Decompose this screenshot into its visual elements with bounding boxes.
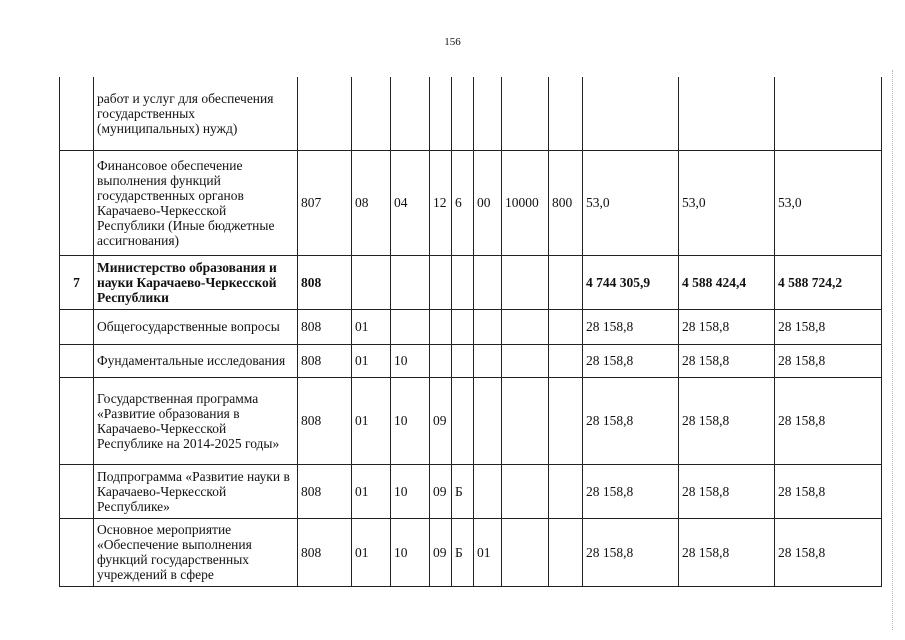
vr-code [549,518,583,586]
ved-code: 807 [298,150,352,255]
cs-direction [502,464,549,518]
cs-subprogram [452,344,474,377]
row-index [60,309,94,344]
rz-code [352,255,391,309]
cs-subprogram [452,255,474,309]
cs-measure [474,309,502,344]
ved-code: 808 [298,344,352,377]
pr-code [391,255,430,309]
cs-program [430,309,452,344]
amount-year-1: 28 158,8 [583,309,679,344]
cs-subprogram [452,309,474,344]
ved-code: 808 [298,518,352,586]
cs-measure [474,77,502,150]
amount-year-2: 28 158,8 [679,464,775,518]
amount-year-2: 28 158,8 [679,344,775,377]
scan-margin-marks [892,70,894,630]
pr-code [391,77,430,150]
row-index [60,77,94,150]
amount-year-3: 53,0 [775,150,882,255]
cs-subprogram: Б [452,518,474,586]
pr-code: 10 [391,377,430,464]
amount-year-1: 53,0 [583,150,679,255]
pr-code: 10 [391,464,430,518]
amount-year-3: 4 588 724,2 [775,255,882,309]
pr-code: 10 [391,344,430,377]
amount-year-3: 28 158,8 [775,377,882,464]
cs-direction: 10000 [502,150,549,255]
pr-code: 10 [391,518,430,586]
amount-year-1 [583,77,679,150]
cs-program: 12 [430,150,452,255]
rz-code: 01 [352,464,391,518]
row-index: 7 [60,255,94,309]
vr-code [549,464,583,518]
budget-table [59,77,882,587]
amount-year-3: 28 158,8 [775,518,882,586]
amount-year-1: 28 158,8 [583,518,679,586]
row-name: Фундаментальные исследования [94,344,298,377]
amount-year-2: 28 158,8 [679,377,775,464]
cs-direction [502,518,549,586]
cs-measure [474,377,502,464]
cs-measure: 00 [474,150,502,255]
table-row [60,464,882,518]
ved-code: 808 [298,377,352,464]
cs-direction [502,255,549,309]
table-row [60,344,882,377]
amount-year-3: 28 158,8 [775,309,882,344]
row-name: работ и услуг для обеспечения государственных (муниципальных) нужд) [94,77,298,150]
row-index [60,150,94,255]
cs-measure: 01 [474,518,502,586]
ved-code: 808 [298,255,352,309]
rz-code: 08 [352,150,391,255]
cs-program: 09 [430,377,452,464]
amount-year-3: 28 158,8 [775,464,882,518]
table-row [60,150,882,255]
row-name: Основное мероприятие «Обеспечение выполнения функций государственных учреждений в сфере [94,518,298,586]
table-row [60,377,882,464]
row-name: Подпрограмма «Развитие науки в Карачаево-Черкесской Республике» [94,464,298,518]
amount-year-1: 4 744 305,9 [583,255,679,309]
cs-subprogram [452,377,474,464]
cs-subprogram: Б [452,464,474,518]
amount-year-3: 28 158,8 [775,344,882,377]
amount-year-2: 4 588 424,4 [679,255,775,309]
rz-code: 01 [352,344,391,377]
amount-year-2 [679,77,775,150]
rz-code: 01 [352,518,391,586]
pr-code: 04 [391,150,430,255]
cs-program [430,255,452,309]
pr-code [391,309,430,344]
amount-year-2: 28 158,8 [679,309,775,344]
amount-year-1: 28 158,8 [583,344,679,377]
cs-program: 09 [430,464,452,518]
cs-subprogram [452,77,474,150]
rz-code: 01 [352,309,391,344]
vr-code [549,309,583,344]
row-name: Общегосударственные вопросы [94,309,298,344]
ved-code: 808 [298,464,352,518]
cs-program: 09 [430,518,452,586]
cs-program [430,344,452,377]
ved-code: 808 [298,309,352,344]
amount-year-3 [775,77,882,150]
amount-year-2: 28 158,8 [679,518,775,586]
row-index [60,377,94,464]
cs-program [430,77,452,150]
row-index [60,518,94,586]
ved-code [298,77,352,150]
vr-code: 800 [549,150,583,255]
cs-measure [474,344,502,377]
row-index [60,464,94,518]
rz-code: 01 [352,377,391,464]
amount-year-1: 28 158,8 [583,377,679,464]
cs-measure [474,464,502,518]
vr-code [549,377,583,464]
page-number: 156 [444,36,461,48]
amount-year-2: 53,0 [679,150,775,255]
cs-direction [502,377,549,464]
cs-measure [474,255,502,309]
table-row [60,518,882,586]
row-index [60,344,94,377]
vr-code [549,77,583,150]
rz-code [352,77,391,150]
table-row [60,255,882,309]
row-name: Государственная программа «Развитие образования в Карачаево-Черкесской Республике на 2014-2025 годы» [94,377,298,464]
cs-subprogram: 6 [452,150,474,255]
row-name: Министерство образования и науки Карачаево-Черкесской Республики [94,255,298,309]
cs-direction [502,77,549,150]
row-name: Финансовое обеспечение выполнения функций государственных органов Карачаево-Черкесской Республики (Иные бюджетные ассигнования) [94,150,298,255]
amount-year-1: 28 158,8 [583,464,679,518]
cs-direction [502,344,549,377]
table-row [60,309,882,344]
vr-code [549,344,583,377]
vr-code [549,255,583,309]
cs-direction [502,309,549,344]
table-row [60,77,882,150]
